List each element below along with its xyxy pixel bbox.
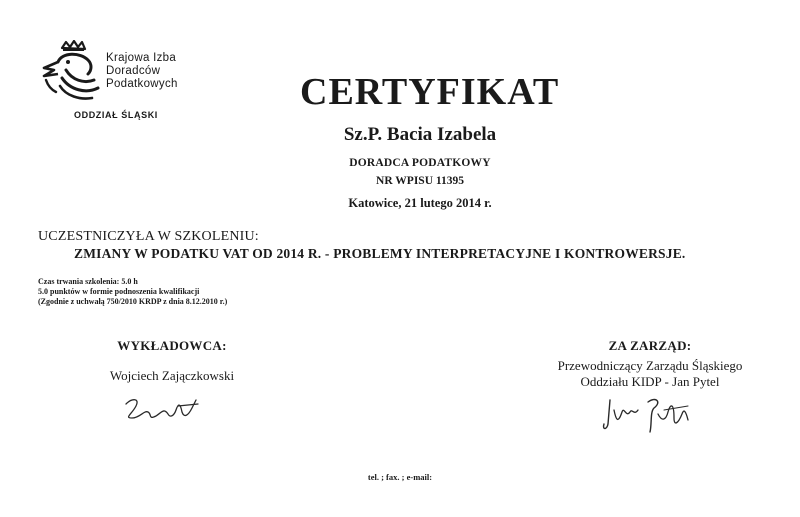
certificate-title: CERTYFIKAT [300,71,560,113]
participated-label: UCZESTNICZYŁA W SZKOLENIU: [38,229,259,244]
place-date: Katowice, 21 lutego 2014 r. [348,196,492,210]
board-label: ZA ZARZĄD: [608,338,692,353]
board-signature [600,394,692,434]
training-points: 5.0 punktów w formie podnoszenia kwalifikacji [38,287,200,296]
lecturer-name: Wojciech Zajączkowski [109,368,235,383]
logo-line-2: Doradców [106,65,161,77]
logo-line-3: Podatkowych [106,78,178,90]
recipient-role: DORADCA PODATKOWY [349,157,491,169]
lecturer-signature [118,390,208,426]
training-duration: Czas trwania szkolenia: 5.0 h [38,277,138,286]
training-resolution: (Zgodnie z uchwałą 750/2010 KRDP z dnia 8.12.2010 r.) [38,297,228,306]
kidp-logo [36,40,256,130]
logo-branch: ODDZIAŁ ŚLĄSKI [74,110,158,120]
board-chairman-name: Oddziału KIDP - Jan Pytel [580,374,720,389]
recipient-name: Sz.P. Bacia Izabela [343,124,497,145]
board-chairman-title: Przewodniczący Zarządu Śląskiego [557,358,743,373]
registry-number: NR WPISU 11395 [376,175,464,187]
training-title: ZMIANY W PODATKU VAT OD 2014 R. - PROBLEMY INTERPRETACYJNE I KONTROWERSJE. [74,246,686,261]
lecturer-label: WYKŁADOWCA: [117,338,227,353]
logo-line-1: Krajowa Izba [106,52,177,64]
crowned-eagle-icon [36,40,106,102]
footer-contact: tel. ; fax. ; e-mail: [367,472,433,482]
